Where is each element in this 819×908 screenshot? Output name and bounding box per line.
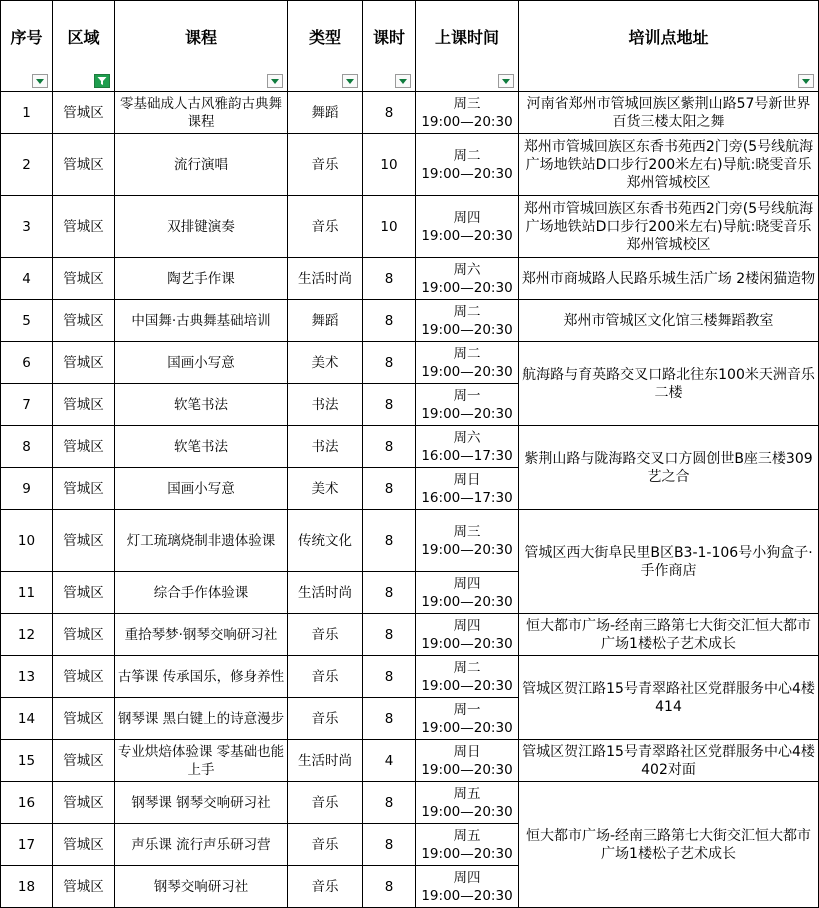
cell-area: 管城区	[53, 258, 115, 300]
filter-active-icon[interactable]	[94, 74, 110, 88]
cell-type: 音乐	[288, 824, 363, 866]
schedule-time: 19:00—20:30	[421, 761, 513, 778]
cell-seq: 14	[1, 698, 53, 740]
schedule-time: 19:00—20:30	[421, 593, 513, 610]
schedule-day: 周二	[453, 659, 481, 676]
schedule-day: 周三	[453, 95, 481, 112]
cell-course: 专业烘焙体验课 零基础也能上手	[115, 740, 288, 782]
cell-seq: 5	[1, 300, 53, 342]
cell-address: 河南省郑州市管城回族区紫荆山路57号新世界百货三楼太阳之舞	[519, 92, 819, 134]
schedule-day: 周四	[453, 869, 481, 886]
header-label: 课时	[372, 28, 405, 47]
header-address	[519, 1, 819, 92]
cell-hours: 8	[363, 384, 416, 426]
header-hours	[363, 1, 416, 92]
cell-area: 管城区	[53, 92, 115, 134]
cell-area: 管城区	[53, 824, 115, 866]
cell-hours: 8	[363, 92, 416, 134]
cell-area: 管城区	[53, 572, 115, 614]
cell-seq: 3	[1, 196, 53, 258]
cell-hours: 8	[363, 656, 416, 698]
cell-course: 流行演唱	[115, 134, 288, 196]
cell-seq: 10	[1, 510, 53, 572]
cell-schedule	[416, 258, 519, 300]
cell-seq: 9	[1, 468, 53, 510]
cell-course: 灯工琉璃烧制非遗体验课	[115, 510, 288, 572]
cell-area: 管城区	[53, 698, 115, 740]
filter-dropdown-icon[interactable]	[395, 74, 411, 88]
cell-hours: 8	[363, 572, 416, 614]
cell-type: 音乐	[288, 866, 363, 908]
filter-dropdown-icon[interactable]	[32, 74, 48, 88]
cell-address: 郑州市管城回族区东香书苑西2门旁(5号线航海广场地铁站D口步行200米左右)导航:晓雯音乐郑州管城校区	[519, 196, 819, 258]
cell-course: 软笔书法	[115, 384, 288, 426]
header-seq	[1, 1, 53, 92]
cell-type: 传统文化	[288, 510, 363, 572]
cell-type: 生活时尚	[288, 572, 363, 614]
cell-course: 国画小写意	[115, 342, 288, 384]
cell-hours: 10	[363, 196, 416, 258]
cell-schedule	[416, 468, 519, 510]
cell-hours: 4	[363, 740, 416, 782]
cell-schedule	[416, 866, 519, 908]
cell-schedule	[416, 134, 519, 196]
schedule-time: 19:00—20:30	[421, 113, 513, 130]
table-row	[1, 510, 819, 572]
table-row	[1, 656, 819, 698]
cell-type: 美术	[288, 342, 363, 384]
schedule-time: 19:00—20:30	[421, 321, 513, 338]
cell-course: 零基础成人古风雅韵古典舞课程	[115, 92, 288, 134]
schedule-day: 周五	[453, 785, 481, 802]
cell-course: 声乐课 流行声乐研习营	[115, 824, 288, 866]
cell-hours: 8	[363, 824, 416, 866]
schedule-time: 16:00—17:30	[421, 489, 513, 506]
cell-schedule	[416, 614, 519, 656]
cell-area: 管城区	[53, 866, 115, 908]
cell-hours: 8	[363, 342, 416, 384]
cell-seq: 1	[1, 92, 53, 134]
schedule-time: 19:00—20:30	[421, 677, 513, 694]
schedule-time: 19:00—20:30	[421, 405, 513, 422]
cell-area: 管城区	[53, 134, 115, 196]
table-row	[1, 196, 819, 258]
cell-course: 软笔书法	[115, 426, 288, 468]
schedule-day: 周二	[453, 147, 481, 164]
cell-type: 舞蹈	[288, 92, 363, 134]
cell-schedule	[416, 300, 519, 342]
header-area	[53, 1, 115, 92]
cell-area: 管城区	[53, 426, 115, 468]
cell-address: 恒大都市广场-经南三路第七大街交汇恒大都市广场1楼松子艺术成长	[519, 782, 819, 908]
cell-address: 郑州市管城回族区东香书苑西2门旁(5号线航海广场地铁站D口步行200米左右)导航:晓雯音乐郑州管城校区	[519, 134, 819, 196]
header-label: 序号	[10, 28, 43, 47]
table-row	[1, 258, 819, 300]
cell-type: 美术	[288, 468, 363, 510]
table-row	[1, 614, 819, 656]
cell-course: 钢琴课 黑白键上的诗意漫步	[115, 698, 288, 740]
schedule-time: 19:00—20:30	[421, 279, 513, 296]
header-row	[1, 1, 819, 92]
cell-seq: 8	[1, 426, 53, 468]
cell-seq: 17	[1, 824, 53, 866]
header-label: 培训点地址	[628, 28, 709, 47]
header-time	[416, 1, 519, 92]
cell-address: 紫荆山路与陇海路交叉口方圆创世B座三楼309艺之合	[519, 426, 819, 510]
schedule-day: 周二	[453, 345, 481, 362]
cell-address: 管城区贺江路15号青翠路社区党群服务中心4楼402对面	[519, 740, 819, 782]
cell-seq: 12	[1, 614, 53, 656]
cell-course: 古筝课 传承国乐，修身养性	[115, 656, 288, 698]
cell-schedule	[416, 782, 519, 824]
schedule-day: 周四	[453, 617, 481, 634]
cell-address: 管城区西大街阜民里B区B3-1-106号小狗盒子·手作商店	[519, 510, 819, 614]
schedule-day: 周四	[453, 209, 481, 226]
cell-type: 音乐	[288, 656, 363, 698]
cell-schedule	[416, 824, 519, 866]
cell-course: 双排键演奏	[115, 196, 288, 258]
cell-schedule	[416, 656, 519, 698]
cell-schedule	[416, 698, 519, 740]
cell-type: 书法	[288, 426, 363, 468]
cell-schedule	[416, 572, 519, 614]
schedule-time: 19:00—20:30	[421, 541, 513, 558]
header-label: 课程	[184, 28, 217, 47]
header-label: 类型	[308, 28, 341, 47]
schedule-time: 19:00—20:30	[421, 635, 513, 652]
cell-schedule	[416, 740, 519, 782]
cell-course: 中国舞·古典舞基础培训	[115, 300, 288, 342]
cell-seq: 11	[1, 572, 53, 614]
cell-hours: 8	[363, 426, 416, 468]
cell-seq: 16	[1, 782, 53, 824]
cell-course: 综合手作体验课	[115, 572, 288, 614]
cell-hours: 8	[363, 866, 416, 908]
table-row	[1, 300, 819, 342]
cell-schedule	[416, 196, 519, 258]
header-type	[288, 1, 363, 92]
cell-schedule	[416, 342, 519, 384]
schedule-day: 周六	[453, 261, 481, 278]
schedule-day: 周二	[453, 303, 481, 320]
cell-type: 音乐	[288, 782, 363, 824]
cell-type: 书法	[288, 384, 363, 426]
cell-address: 航海路与育英路交叉口路北往东100米天洲音乐二楼	[519, 342, 819, 426]
filter-dropdown-icon[interactable]	[267, 74, 283, 88]
table-body	[1, 92, 819, 908]
cell-seq: 15	[1, 740, 53, 782]
cell-area: 管城区	[53, 740, 115, 782]
cell-hours: 8	[363, 782, 416, 824]
cell-hours: 8	[363, 468, 416, 510]
cell-seq: 7	[1, 384, 53, 426]
schedule-day: 周日	[453, 743, 481, 760]
cell-seq: 6	[1, 342, 53, 384]
cell-address: 郑州市商城路人民路乐城生活广场 2楼闲猫造物	[519, 258, 819, 300]
cell-address: 郑州市管城区文化馆三楼舞蹈教室	[519, 300, 819, 342]
filter-dropdown-icon[interactable]	[498, 74, 514, 88]
cell-area: 管城区	[53, 656, 115, 698]
cell-seq: 18	[1, 866, 53, 908]
cell-hours: 8	[363, 300, 416, 342]
cell-course: 钢琴课 钢琴交响研习社	[115, 782, 288, 824]
header-label: 上课时间	[434, 28, 499, 47]
cell-schedule	[416, 384, 519, 426]
cell-course: 重拾琴梦·钢琴交响研习社	[115, 614, 288, 656]
cell-schedule	[416, 426, 519, 468]
schedule-day: 周五	[453, 827, 481, 844]
table-row	[1, 740, 819, 782]
cell-seq: 2	[1, 134, 53, 196]
cell-type: 音乐	[288, 614, 363, 656]
cell-type: 音乐	[288, 196, 363, 258]
cell-area: 管城区	[53, 468, 115, 510]
schedule-time: 19:00—20:30	[421, 803, 513, 820]
cell-seq: 13	[1, 656, 53, 698]
schedule-time: 19:00—20:30	[421, 887, 513, 904]
schedule-time: 19:00—20:30	[421, 845, 513, 862]
cell-schedule	[416, 92, 519, 134]
cell-area: 管城区	[53, 342, 115, 384]
cell-course: 陶艺手作课	[115, 258, 288, 300]
schedule-time: 16:00—17:30	[421, 447, 513, 464]
schedule-day: 周三	[453, 523, 481, 540]
table-row	[1, 92, 819, 134]
cell-address: 管城区贺江路15号青翠路社区党群服务中心4楼414	[519, 656, 819, 740]
cell-type: 音乐	[288, 134, 363, 196]
cell-area: 管城区	[53, 782, 115, 824]
header-label: 区域	[67, 28, 100, 47]
table-row	[1, 426, 819, 468]
schedule-day: 周一	[453, 701, 481, 718]
cell-area: 管城区	[53, 300, 115, 342]
cell-course: 钢琴交响研习社	[115, 866, 288, 908]
schedule-time: 19:00—20:30	[421, 719, 513, 736]
cell-hours: 8	[363, 698, 416, 740]
cell-hours: 8	[363, 510, 416, 572]
filter-dropdown-icon[interactable]	[342, 74, 358, 88]
cell-hours: 10	[363, 134, 416, 196]
table-row	[1, 782, 819, 824]
schedule-time: 19:00—20:30	[421, 363, 513, 380]
cell-schedule	[416, 510, 519, 572]
schedule-time: 19:00—20:30	[421, 227, 513, 244]
cell-area: 管城区	[53, 510, 115, 572]
schedule-day: 周六	[453, 429, 481, 446]
schedule-day: 周一	[453, 387, 481, 404]
cell-hours: 8	[363, 258, 416, 300]
table-row	[1, 134, 819, 196]
cell-type: 生活时尚	[288, 258, 363, 300]
cell-area: 管城区	[53, 614, 115, 656]
cell-seq: 4	[1, 258, 53, 300]
cell-type: 音乐	[288, 698, 363, 740]
cell-type: 生活时尚	[288, 740, 363, 782]
header-course	[115, 1, 288, 92]
cell-type: 舞蹈	[288, 300, 363, 342]
cell-hours: 8	[363, 614, 416, 656]
table-row	[1, 342, 819, 384]
schedule-day: 周日	[453, 471, 481, 488]
schedule-time: 19:00—20:30	[421, 165, 513, 182]
filter-dropdown-icon[interactable]	[798, 74, 814, 88]
cell-area: 管城区	[53, 384, 115, 426]
cell-area: 管城区	[53, 196, 115, 258]
cell-address: 恒大都市广场-经南三路第七大街交汇恒大都市广场1楼松子艺术成长	[519, 614, 819, 656]
cell-course: 国画小写意	[115, 468, 288, 510]
schedule-day: 周四	[453, 575, 481, 592]
